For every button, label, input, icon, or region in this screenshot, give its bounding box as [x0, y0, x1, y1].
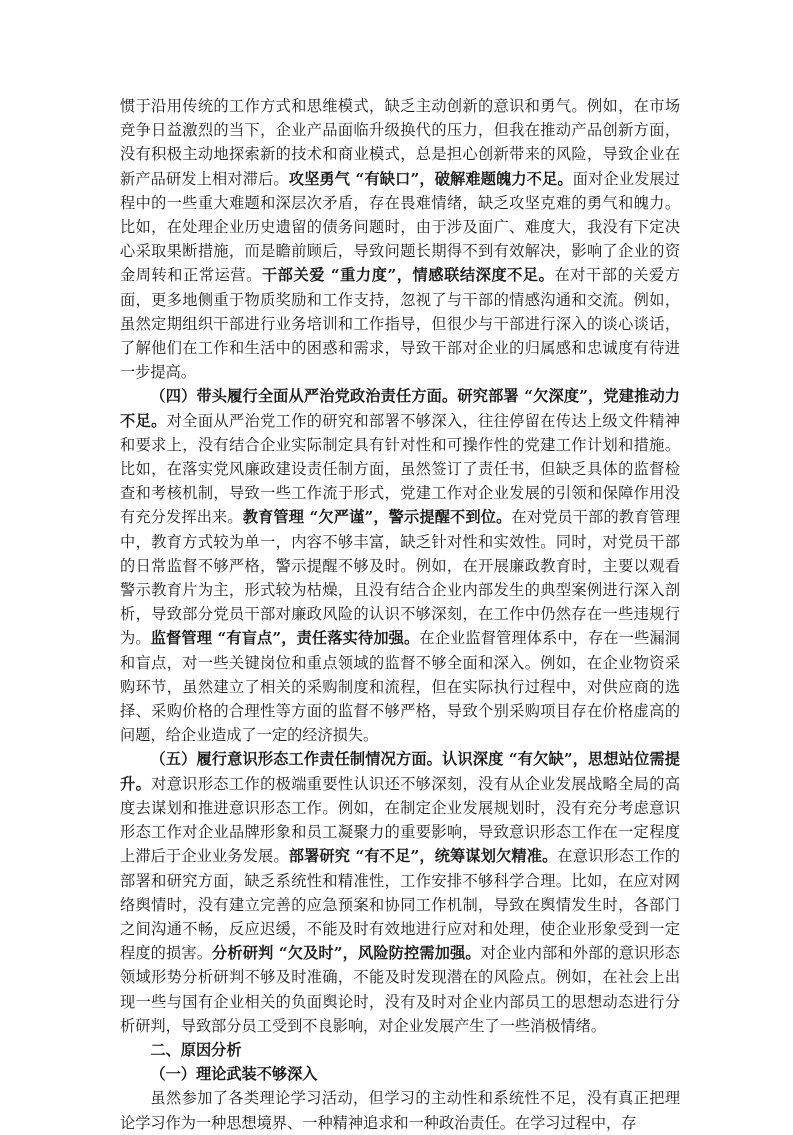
- paragraph-final: 虽然参加了各类理论学习活动，但学习的主动性和系统性不足，没有真正把理论学习作为一种思想境界、一种精神追求和一种政治责任。在学习过程中，存: [120, 1089, 680, 1132]
- text-run: 对全面从严治党工作的研究和部署不够深入，往往停留在传达上级文件精神和要求上，没有结合企业实际制定具有针对性和可操作性的党建工作计划和措施。比如，在落实党风廉政建设责任制方面，虽然签订了责任书，但缺乏具体的监督检查和考核机制，导致一些工作流于形式，党建工作对企业发展的引领和保障作用没有充分发挥出来。: [120, 411, 681, 527]
- sub-heading: （一）理论武装不够深入: [150, 1065, 318, 1084]
- bold-run: 攻坚勇气 “有缺口”，破解难题魄力不足。: [288, 169, 573, 188]
- paragraph-1: [120, 94, 680, 384]
- bold-run: 监督管理 “有盲点”，责任落实待加强。: [150, 629, 420, 648]
- text-run: 在对党员干部的教育管理中，教育方式较为单一，内容不够丰富，缺乏针对性和实效性。同时，对党员干部的日常监督不够严格，警示提醒不够及时。例如，在开展廉政教育时，主要以观看警示教育片为主，形式较为枯燥，且没有结合企业内部发生的典型案例进行深入剖析，导致部分党员干部对廉政风险的认识不够深刻，在工作中仍然存在一些违规行为。: [120, 508, 681, 648]
- paragraph-2: [120, 384, 680, 747]
- bold-run: 教育管理 “欠严谨”，警示提醒不到位。: [242, 508, 512, 527]
- bold-run: （五）履行意识形态工作责任制情况方面。认识深度 “有欠缺”，思想站位需提升。: [120, 750, 680, 793]
- text-run: 在意识形态工作的部署和研究方面，缺乏系统性和精准性，工作安排不够科学合理。比如，在应对网络舆情时，没有建立完善的应急预案和协同工作机制，导致在舆情发生时，各部门之间沟通不畅，反应迟缓，不能及时有效地进行应对和处理，使企业形象受到一定程度的损害。: [120, 847, 680, 963]
- bold-run: （四）带头履行全面从严治党政治责任方面。研究部署 “欠深度”，党建推动力不足。: [120, 387, 680, 430]
- bold-run: 干部关爱 “重力度”，情感联结深度不足。: [261, 266, 555, 285]
- text-run: 惯于沿用传统的工作方式和思维模式，缺乏主动创新的意识和勇气。例如，在市场竞争日益激烈的当下，企业产品面临升级换代的压力，但我在推动产品创新方面，没有积极主动地探索新的技术和商业模式，总是担心创新带来的风险，导致企业在新产品研发上相对滞后。: [120, 97, 680, 188]
- text-run: 对意识形态工作的极端重要性认识还不够深刻，没有从企业发展战略全局的高度去谋划和推进意识形态工作。例如，在制定企业发展规划时，没有充分考虑意识形态工作对企业品牌形象和员工凝聚力的重要影响，导致意识形态工作在一定程度上滞后于企业业务发展。: [120, 774, 681, 866]
- document-page: [120, 94, 680, 1135]
- text-run: 面对企业发展过程中的一些重大难题和深层次矛盾，存在畏难情绪，缺乏攻坚克难的勇气和魄力。比如，在处理企业历史遗留的债务问题时，由于涉及面广、难度大，我没有下定决心采取果断措施，而是瞻前顾后，导致问题长期得不到有效解决，影响了企业的资金周转和正常运营。: [120, 169, 680, 285]
- paragraph-3: [120, 747, 680, 1037]
- bold-run: 分析研判 “欠及时”，风险防控需加强。: [212, 944, 481, 963]
- section-heading: 二、原因分析: [150, 1040, 242, 1059]
- text-run: 对企业内部和外部的意识形态领域形势分析研判不够及时准确，不能及时发现潜在的风险点。例如，在社会上出现一些与国有企业相关的负面舆论时，没有及时对企业内部员工的思想动态进行分析研判，导致部分员工受到不良影响，对企业发展产生了一些消极情绪。: [120, 944, 680, 1035]
- bold-run: 部署研究 “有不足”，统筹谋划欠精准。: [288, 847, 558, 866]
- text-run: 在企业监督管理体系中，存在一些漏洞和盲点，对一些关键岗位和重点领域的监督不够全面和深入。例如，在企业物资采购环节，虽然建立了相关的采购制度和流程，但在实际执行过程中，对供应商的选择、采购价格的合理性等方面的监督不够严格，导致个别采购项目存在价格虚高的问题，给企业造成了一定的经济损失。: [120, 629, 680, 745]
- text-run: 在对干部的关爱方面，更多地侧重于物质奖励和工作支持，忽视了与干部的情感沟通和交流。例如，虽然定期组织干部进行业务培训和工作指导，但很少与干部进行深入的谈心谈话，了解他们在工作和生活中的困惑和需求，导致干部对企业的归属感和忠诚度有待进一步提高。: [120, 266, 681, 382]
